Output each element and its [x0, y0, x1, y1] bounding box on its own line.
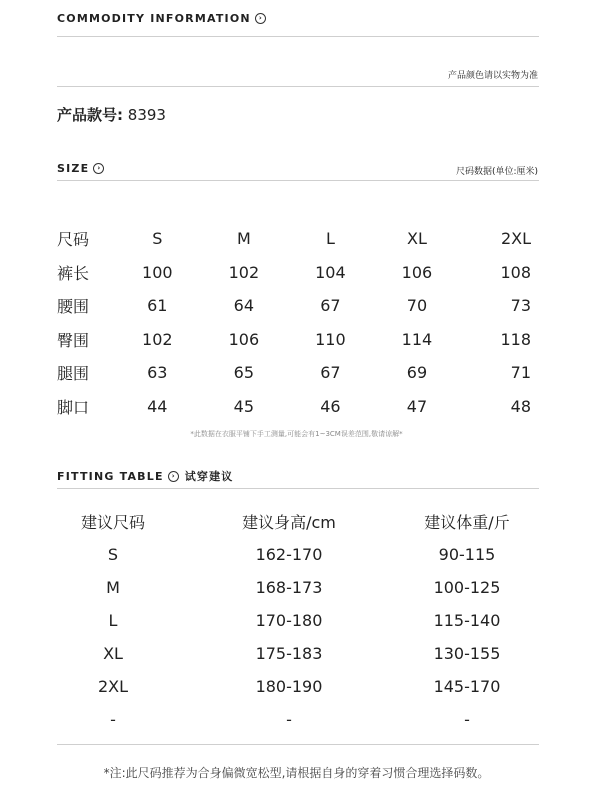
- table-cell: 73: [510, 296, 532, 316]
- size-table: [57, 222, 539, 423]
- table-cell: 建议身高/cm: [242, 513, 336, 532]
- table-cell: 69: [406, 363, 428, 383]
- table-cell: 臀围: [57, 330, 90, 350]
- table-row: [57, 323, 539, 357]
- table-cell: 118: [500, 329, 532, 349]
- table-cell: 100-125: [433, 578, 501, 597]
- table-cell: -: [464, 710, 470, 729]
- table-cell: 建议体重/斤: [424, 513, 510, 532]
- arrow-circle-icon: ›: [93, 163, 104, 174]
- table-cell: 61: [147, 296, 168, 316]
- fitting-note: *注:此尺码推荐为合身偏微宽松型,请根据自身的穿着习惯合理选择码数。: [103, 766, 490, 780]
- table-cell: 108: [500, 262, 532, 282]
- table-cell: 47: [406, 396, 428, 416]
- table-cell: 腰围: [57, 297, 90, 317]
- table-cell: 63: [147, 363, 168, 383]
- table-row: [57, 604, 539, 637]
- table-cell: M: [236, 229, 251, 249]
- divider: [57, 86, 539, 87]
- table-cell: -: [286, 710, 292, 729]
- table-cell: 106: [228, 329, 260, 349]
- commodity-section-title: [57, 12, 266, 25]
- table-cell: 64: [233, 296, 255, 316]
- table-cell: 67: [320, 296, 341, 316]
- fitting-subtitle: 试穿建议: [184, 470, 234, 483]
- table-cell: 180-190: [255, 677, 323, 696]
- fitting-table: [57, 505, 539, 736]
- table-cell: 45: [233, 396, 255, 416]
- table-cell: 90-115: [438, 545, 496, 564]
- measurement-note: *此数据在衣服平铺下手工测量,可能会有1~3CM误差范围,敬请谅解*: [190, 430, 403, 438]
- table-row: [57, 356, 539, 390]
- table-row: [57, 538, 539, 571]
- table-cell: 44: [147, 396, 168, 416]
- table-cell: XL: [103, 644, 123, 663]
- table-cell: 115-140: [433, 611, 501, 630]
- table-cell: 110: [315, 329, 346, 349]
- table-row: [57, 256, 539, 290]
- table-cell: 48: [510, 396, 532, 416]
- table-cell: 67: [320, 363, 341, 383]
- divider: [57, 36, 539, 37]
- table-cell: 46: [320, 396, 341, 416]
- fitting-title: FITTING TABLE: [57, 469, 164, 483]
- table-cell: 建议尺码: [80, 513, 145, 532]
- table-cell: 104: [315, 262, 346, 282]
- commodity-title: COMMODITY INFORMATION: [57, 12, 251, 25]
- table-cell: 106: [401, 262, 433, 282]
- table-row: [57, 703, 539, 736]
- table-cell: 65: [233, 363, 255, 383]
- table-cell: 114: [401, 329, 433, 349]
- table-cell: 尺码: [57, 230, 90, 250]
- divider: [57, 180, 539, 181]
- product-number-value: 8393: [127, 106, 166, 124]
- table-cell: 100: [142, 262, 173, 282]
- size-section-title: [57, 162, 104, 175]
- fitting-table-header: [57, 505, 539, 538]
- table-row: [57, 390, 539, 424]
- table-cell: 70: [406, 296, 428, 316]
- table-cell: XL: [407, 229, 427, 249]
- product-number-label: 产品款号:: [57, 106, 123, 124]
- table-cell: 71: [510, 363, 532, 383]
- table-cell: S: [107, 545, 119, 564]
- table-cell: 168-173: [255, 578, 323, 597]
- table-cell: 裤长: [57, 263, 90, 283]
- size-table-header: [57, 222, 539, 256]
- table-row: [57, 637, 539, 670]
- table-cell: 175-183: [255, 644, 323, 663]
- table-row: [57, 289, 539, 323]
- table-cell: 130-155: [433, 644, 501, 663]
- table-cell: L: [108, 611, 118, 630]
- product-number: [57, 104, 166, 125]
- unit-note: 尺码数据(单位:厘米): [455, 167, 538, 177]
- arrow-circle-icon: ›: [255, 13, 266, 24]
- color-note: 产品颜色请以实物为准: [447, 71, 538, 81]
- table-cell: -: [110, 710, 116, 729]
- table-cell: 102: [142, 329, 173, 349]
- table-cell: 102: [228, 262, 260, 282]
- arrow-circle-icon: ›: [168, 471, 179, 482]
- table-cell: 170-180: [255, 611, 323, 630]
- table-cell: S: [152, 229, 163, 249]
- table-row: [57, 670, 539, 703]
- size-title: SIZE: [57, 162, 90, 175]
- table-cell: M: [106, 578, 120, 597]
- table-cell: 145-170: [433, 677, 501, 696]
- table-cell: 2XL: [500, 229, 532, 249]
- table-row: [57, 571, 539, 604]
- table-cell: 2XL: [97, 677, 129, 696]
- table-cell: 腿围: [57, 364, 90, 384]
- table-cell: 162-170: [255, 545, 323, 564]
- table-cell: 脚口: [57, 397, 90, 417]
- divider: [57, 744, 539, 745]
- fitting-section-title: [57, 468, 234, 484]
- divider: [57, 488, 539, 489]
- table-cell: L: [325, 229, 335, 249]
